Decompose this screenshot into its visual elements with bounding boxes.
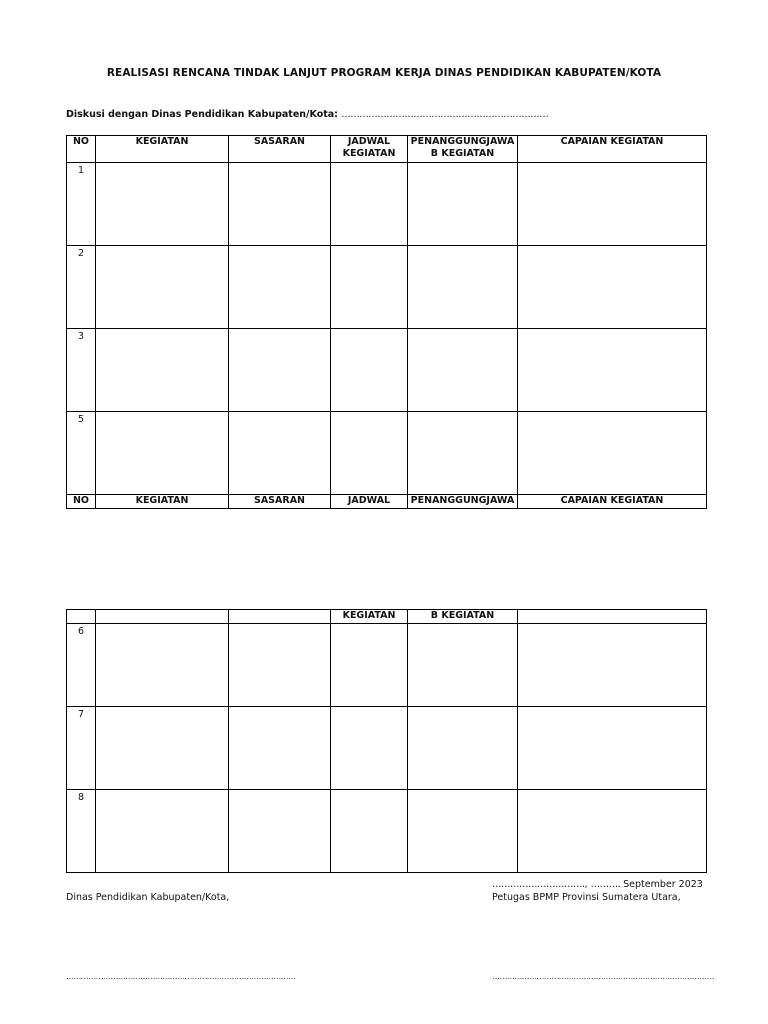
row-number: 6 <box>67 624 96 707</box>
header-no: NO <box>67 136 96 163</box>
activity-table-page1 <box>66 135 707 509</box>
cell-sasaran[interactable] <box>229 790 331 873</box>
cell-penanggungjawab[interactable] <box>408 329 518 412</box>
header-kegiatan: KEGIATAN <box>96 136 229 163</box>
cell-kegiatan[interactable] <box>96 707 229 790</box>
header-jadwal-line2: KEGIATAN <box>342 148 396 159</box>
cell-sasaran[interactable] <box>229 624 331 707</box>
cell-sasaran[interactable] <box>229 707 331 790</box>
cell-kegiatan[interactable] <box>96 329 229 412</box>
signature-date-line <box>492 879 703 890</box>
table-row <box>67 246 707 329</box>
signature-blank-right: ……………………………………………………………………………… <box>492 972 715 981</box>
discussion-blank: …………………………………………………………… <box>341 109 549 120</box>
activity-table-page2 <box>66 609 707 873</box>
cell-penanggungjawab[interactable] <box>408 246 518 329</box>
cell-penanggungjawab[interactable] <box>408 707 518 790</box>
header-penanggungjawab <box>408 136 518 163</box>
cell-capaian[interactable] <box>518 707 707 790</box>
cell-kegiatan[interactable] <box>96 163 229 246</box>
cell-jadwal[interactable] <box>331 329 408 412</box>
signatory-right-label: Petugas BPMP Provinsi Sumatera Utara, <box>492 892 681 903</box>
cell-kegiatan[interactable] <box>96 790 229 873</box>
signatory-left-label: Dinas Pendidikan Kabupaten/Kota, <box>66 892 230 903</box>
cell-penanggungjawab[interactable] <box>408 624 518 707</box>
cont-header-capaian <box>518 610 707 624</box>
cell-sasaran[interactable] <box>229 329 331 412</box>
cell-kegiatan[interactable] <box>96 246 229 329</box>
header-pj-line1: PENANGGUNGJAWA <box>410 136 515 147</box>
row-number: 8 <box>67 790 96 873</box>
cell-jadwal[interactable] <box>331 246 408 329</box>
cell-jadwal[interactable] <box>331 163 408 246</box>
cell-sasaran[interactable] <box>229 246 331 329</box>
row-number: 1 <box>67 163 96 246</box>
split-header-no: NO <box>67 495 96 509</box>
document-title: REALISASI RENCANA TINDAK LANJUT PROGRAM KERJA DINAS PENDIDIKAN KABUPATEN/KOTA <box>106 67 662 79</box>
header-pj-line2: B KEGIATAN <box>430 148 495 159</box>
table-row <box>67 624 707 707</box>
table-row <box>67 163 707 246</box>
cell-penanggungjawab[interactable] <box>408 163 518 246</box>
cell-jadwal[interactable] <box>331 790 408 873</box>
cell-kegiatan[interactable] <box>96 624 229 707</box>
cell-capaian[interactable] <box>518 624 707 707</box>
table-header-continuation-row <box>67 610 707 624</box>
date-place-blank: …………………………. <box>492 879 585 890</box>
table-split-header-row <box>67 495 707 509</box>
cont-header-no <box>67 610 96 624</box>
header-jadwal-line1: JADWAL <box>347 136 391 147</box>
cell-kegiatan[interactable] <box>96 412 229 495</box>
table-header-row <box>67 136 707 163</box>
cont-header-sasaran <box>229 610 331 624</box>
split-header-sasaran: SASARAN <box>229 495 331 509</box>
table-row <box>67 412 707 495</box>
cell-jadwal[interactable] <box>331 624 408 707</box>
row-number: 3 <box>67 329 96 412</box>
cell-sasaran[interactable] <box>229 163 331 246</box>
cont-header-jadwal: KEGIATAN <box>331 610 408 624</box>
cell-capaian[interactable] <box>518 163 707 246</box>
header-capaian: CAPAIAN KEGIATAN <box>518 136 707 163</box>
cell-jadwal[interactable] <box>331 412 408 495</box>
split-header-penanggungjawab: PENANGGUNGJAWA <box>408 495 518 509</box>
table-row <box>67 707 707 790</box>
cell-capaian[interactable] <box>518 790 707 873</box>
row-number: 2 <box>67 246 96 329</box>
date-day-blank: ………. <box>590 879 621 890</box>
date-month-year: September 2023 <box>620 879 703 890</box>
split-header-kegiatan: KEGIATAN <box>96 495 229 509</box>
date-separator: , <box>584 879 591 890</box>
header-jadwal <box>331 136 408 163</box>
cell-penanggungjawab[interactable] <box>408 412 518 495</box>
cell-penanggungjawab[interactable] <box>408 790 518 873</box>
row-number: 7 <box>67 707 96 790</box>
cell-capaian[interactable] <box>518 412 707 495</box>
cont-header-kegiatan <box>96 610 229 624</box>
split-header-jadwal: JADWAL <box>331 495 408 509</box>
cell-capaian[interactable] <box>518 246 707 329</box>
row-number: 5 <box>67 412 96 495</box>
discussion-line <box>66 109 548 120</box>
cell-jadwal[interactable] <box>331 707 408 790</box>
split-header-capaian: CAPAIAN KEGIATAN <box>518 495 707 509</box>
header-sasaran: SASARAN <box>229 136 331 163</box>
table-row <box>67 329 707 412</box>
signature-blank-left: ………………………………………………………………………………… <box>66 972 296 981</box>
table-row <box>67 790 707 873</box>
cell-sasaran[interactable] <box>229 412 331 495</box>
discussion-label: Diskusi dengan Dinas Pendidikan Kabupaten/Kota: <box>66 109 338 120</box>
cont-header-penanggungjawab: B KEGIATAN <box>408 610 518 624</box>
cell-capaian[interactable] <box>518 329 707 412</box>
